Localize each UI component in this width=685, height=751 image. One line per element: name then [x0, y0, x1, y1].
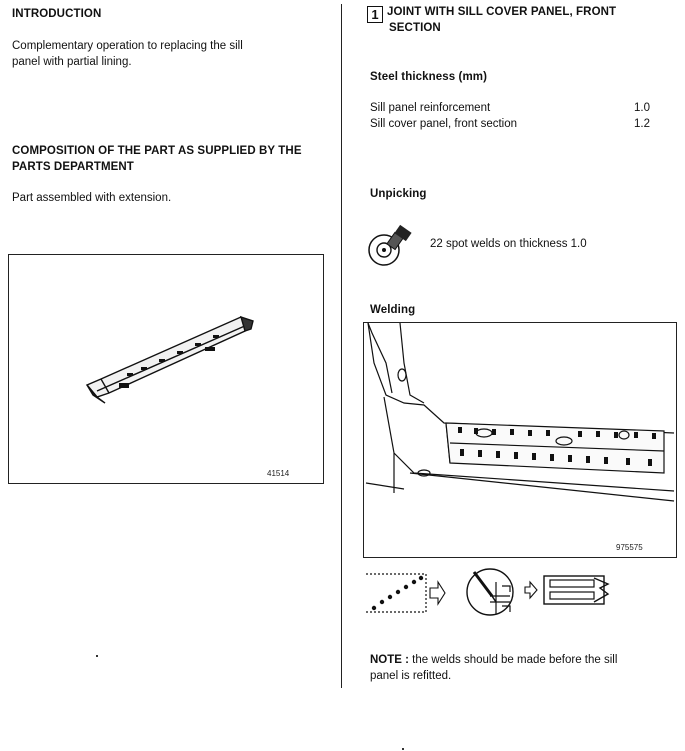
sill-cover-drawing	[364, 323, 676, 557]
composition-heading-line-2: PARTS DEPARTMENT	[12, 161, 134, 173]
composition-text: Part assembled with extension.	[12, 192, 172, 204]
part-figure	[8, 254, 324, 484]
section-title	[367, 6, 679, 23]
part-figure-number: 41514	[267, 469, 290, 478]
unpicking-heading: Unpicking	[370, 188, 427, 200]
steel-thickness-heading: Steel thickness (mm)	[370, 71, 488, 83]
section-title-line-1: JOINT WITH SILL COVER PANEL, FRONT	[387, 6, 617, 18]
intro-heading: INTRODUCTION	[12, 8, 102, 20]
thickness-value: 1.0	[634, 102, 650, 114]
sill-part-drawing	[9, 255, 323, 483]
thickness-label: Sill cover panel, front section	[370, 118, 518, 130]
thickness-row	[370, 118, 650, 130]
welding-figure	[363, 322, 677, 558]
section-number-box: 1	[367, 6, 383, 23]
arrow-right-icon	[524, 580, 538, 600]
intro-text-line-2: panel with partial lining.	[12, 56, 132, 68]
note-label: NOTE :	[370, 654, 409, 666]
speck	[402, 748, 404, 750]
note-text-1: the welds should be made before the sill	[408, 654, 618, 666]
welding-figure-number: 975575	[616, 543, 643, 552]
weld-torch-icon	[466, 566, 524, 618]
note-text-2: panel is refitted.	[370, 670, 452, 682]
speck	[96, 655, 98, 657]
spot-weld-drill-icon	[366, 224, 414, 272]
unpicking-text: 22 spot welds on thickness 1.0	[430, 238, 587, 250]
plug-weld-dots-icon	[364, 568, 446, 618]
thickness-label: Sill panel reinforcement	[370, 102, 491, 114]
section-title-line-2: SECTION	[389, 22, 441, 34]
intro-text-line-1: Complementary operation to replacing the sill	[12, 40, 243, 52]
note-line-1	[370, 652, 617, 668]
column-divider	[341, 4, 342, 688]
thickness-row	[370, 102, 650, 114]
weld-plate-icon	[542, 572, 612, 608]
composition-heading-line-1: COMPOSITION OF THE PART AS SUPPLIED BY THE	[12, 145, 302, 157]
thickness-value: 1.2	[634, 118, 650, 130]
welding-heading: Welding	[370, 304, 416, 316]
